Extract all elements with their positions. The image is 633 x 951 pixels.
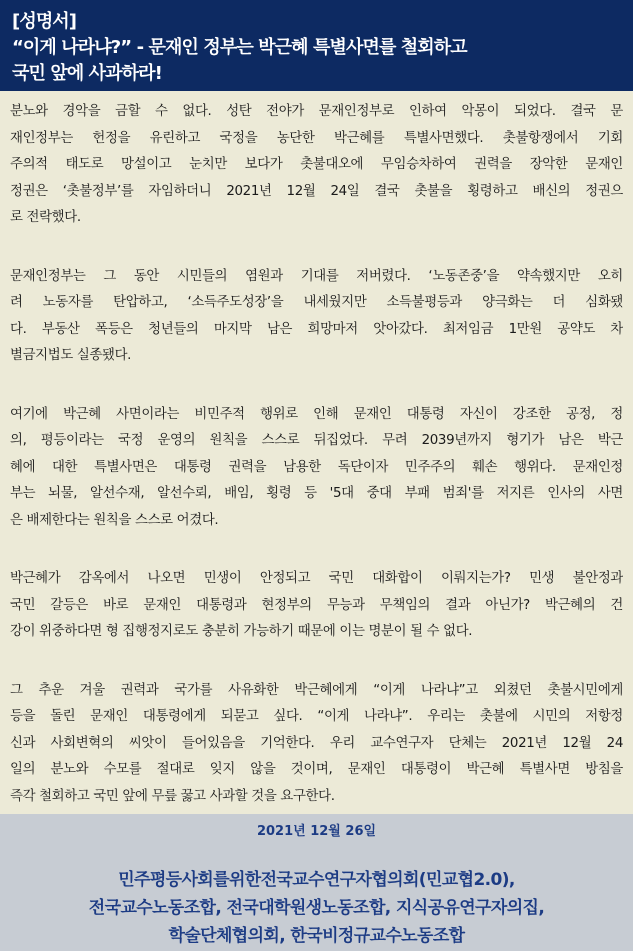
- paragraph-line: 려 노동자를 탄압하고, ‘소득주도성장’을 내세웠지만 소득불평등과 양극화는 더 심화됐: [10, 295, 623, 310]
- paragraph-line: 일의 분노와 수모를 절대로 잊지 않을 것이며, 문재인 대통령이 박근혜 특별사면 방침을: [10, 762, 623, 777]
- paragraph-line: 재인정부는 헌정을 유린하고 국정을 농단한 박근혜를 특별사면했다. 촛불항쟁에서 기회: [10, 130, 623, 146]
- paragraph-4: [10, 566, 623, 646]
- paragraph-line: 로 전락했다.: [10, 210, 81, 225]
- paragraph-line: 별금지법도 실종됐다.: [10, 348, 132, 363]
- headline-line-1: “이게 나라냐?” - 문재인 정부는 박근혜 특별사면를 철회하고: [12, 37, 467, 58]
- paragraph-line: 즉각 철회하고 국민 앞에 무릎 꿇고 사과할 것을 요구한다.: [10, 788, 335, 804]
- paragraph-line: 박근혜가 감옥에서 나오면 민생이 안정되고 국민 대화합이 이뤄지는가? 민생 불안정과: [10, 571, 623, 586]
- paragraph-line: 주의적 태도로 망설이고 눈치만 보다가 촛불대오에 무임승차하여 권력을 장악한 문재인: [10, 157, 623, 172]
- headline-line-2: 국민 앞에 사과하라!: [12, 63, 162, 84]
- header-tag: [성명서]: [12, 11, 77, 32]
- paragraph-line: 은 배제한다는 원칙을 스스로 어겼다.: [10, 512, 219, 528]
- paragraph-line: 문재인정부는 그 동안 시민들의 염원과 기대를 저버렸다. ‘노동존중’을 약속했지만 오히: [10, 268, 623, 284]
- paragraph-3: [10, 402, 623, 535]
- paragraph-5: [10, 678, 623, 811]
- paragraph-line: 신과 사회변혁의 씨앗이 들어있음을 기억한다. 우리 교수연구자 단체는 2021년 12월 24: [10, 735, 623, 751]
- statement-header: [0, 0, 633, 91]
- paragraph-line: 부는 뇌물, 알선수재, 알선수뢰, 배임, 횡령 등 '5대 중대 부패 범죄'를 저지른 인사의 사면: [10, 486, 623, 501]
- paragraph-line: 여기에 박근혜 사면이라는 비민주적 행위로 인해 문재인 대통령 자신이 강조한 공정, 정: [10, 406, 623, 422]
- paragraph-2: [10, 264, 623, 370]
- signatory-line: 전국교수노동조합, 전국대학원생노동조합, 지식공유연구자의집,: [88, 898, 545, 918]
- paragraph-line: 정권은 ‘촛불정부’를 자임하더니 2021년 12월 24일 결국 촛불을 횡령하고 배신의 정권으: [10, 183, 623, 199]
- statement-date: 2021년 12월 26일: [256, 824, 377, 839]
- paragraph-line: 강이 위중하다면 형 집행정지로도 충분히 가능하기 때문에 이는 명분이 될 수 없다.: [10, 624, 473, 639]
- paragraph-line: 그 추운 겨울 권력과 국가를 사유화한 박근혜에게 “이게 나라냐”고 외쳤던 촛불시민에게: [10, 682, 623, 698]
- paragraph-line: 국민 갈등은 바로 문재인 대통령과 현정부의 무능과 무책임의 결과 아닌가? 박근혜의 건: [10, 597, 623, 613]
- statement-footer: [0, 814, 633, 951]
- paragraph-line: 분노와 경악을 금할 수 없다. 성탄 전야가 문재인정부로 인하여 악몽이 되었다. 결국 문: [10, 104, 623, 119]
- paragraph-1: [10, 99, 623, 232]
- signatory-line: 민주평등사회를위한전국교수연구자협의회(민교협2.0),: [118, 870, 515, 890]
- statement-body: [0, 91, 633, 814]
- signatory-line: 학술단체협의회, 한국비정규교수노동조합: [168, 926, 465, 946]
- paragraph-line: 의, 평등이라는 국정 운영의 원칙을 스스로 뒤집었다. 무려 2039년까지 형기가 남은 박근: [10, 433, 623, 448]
- paragraph-line: 등을 돌린 문재인 대통령에게 되묻고 싶다. “이게 나라냐”. 우리는 촛불에 시민의 저항정: [10, 709, 623, 724]
- paragraph-line: 다. 부동산 폭등은 청년들의 마지막 남은 희망마저 앗아갔다. 최저임금 1만원 공약도 차: [10, 321, 623, 337]
- signatory-organizations: [0, 866, 633, 950]
- paragraph-line: 혜에 대한 특별사면은 대통령 권력을 남용한 독단이자 민주주의 훼손 행위다. 문재인정: [10, 459, 623, 475]
